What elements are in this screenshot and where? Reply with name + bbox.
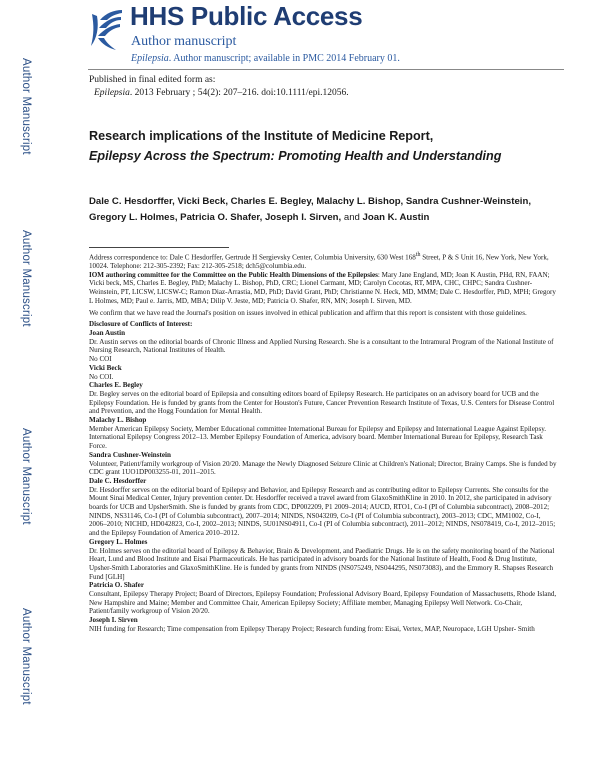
- author-list: [89, 194, 559, 226]
- disclosure-text: Dr. Holmes serves on the editorial board of Epilepsy & Behavior, Brain & Development, and Paediatric Drugs. He is on the safety monitoring board of the National Heart, Lund and Blood Institute and Eisai Pharmaceuticals. He has participated in advisory boards for the National Institute of Health, Food & Drug Institute, Upsher-Smith Laboratories and GlaxoSmithKline. He is funded by grants from NINDS (NS075249, NS044295, NS073083), and the Emmory R. Shapses Research Fund [GLH]: [89, 546, 555, 581]
- disclosure-name: [89, 364, 559, 373]
- disclosure-name: [89, 329, 559, 338]
- disclosure-name: [89, 581, 559, 590]
- disclosure-name: [89, 381, 559, 390]
- sidebar-label: Author Manuscript: [20, 608, 32, 705]
- hhs-eagle-logo-icon: [88, 4, 126, 52]
- citation-journal: Epilepsia: [94, 87, 130, 98]
- disclosure-heading-text: Disclosure of Conflicts of Interest:: [89, 320, 193, 329]
- authors-last: Joan K. Austin: [362, 212, 430, 223]
- disclosure-name-text: Gregory L. Holmes: [89, 537, 148, 546]
- availability-text: . Author manuscript; available in PMC 2014 February 01.: [168, 53, 400, 64]
- address-superscript: th: [415, 252, 421, 258]
- disclosure-name-text: Dale C. Hesdorffer: [89, 476, 147, 485]
- authors-main: Dale C. Hesdorffer, Vicki Beck, Charles E. Begley, Malachy L. Bishop, Sandra Cushner-Weinstein, Gregory L. Holmes, Patricia O. Shafer, Joseph I. Sirven,: [89, 196, 531, 223]
- title-italic: Epilepsy Across the Spectrum: Promoting Health and Understanding: [89, 149, 502, 163]
- disclosure-name: [89, 416, 559, 425]
- sidebar-label: Author Manuscript: [20, 230, 32, 327]
- disclosure-name-text: Joseph I. Sirven: [89, 616, 138, 625]
- authors-and: and: [341, 212, 363, 223]
- disclosure-text: Dr. Hesdorffer serves on the editorial board of Epilepsy and Behavior, and Epilepsy Research and as contributing editor to Epilepsy Currents. She consults for the Mount Sinai Medical Center, Injury prevention center. Dr. Hesdorffer received a travel award from GlaxoSmithKline in 2010. In 2012, she participated in advisory boards for UCB and UpsherSmith. She is funded by grants from CDC, DP002209, P1 2009–2014; AUCD, RTO1, Co-I (PI of Columbia subcontract), 2008–2012; NINDS, NS31146, Co-I (PI of Columbia subcontract), 2007–2014; NINDS, NS043209, Co-I (PI of Columbia subcontract), 2003–2013; CDC, MM1002, Co-I, 2006–2010; NICHD, HD042823, Co-I, 2002–2013; NINDS, 5U01NS04911, Co-I (PI of Columbia subcontract), 2011–2012; NINDS, NS078419, Co-I, 2012–2015; and the Epilepsy Foundation of America 2010–2012.: [89, 485, 556, 538]
- footnotes: [89, 251, 559, 634]
- publication-label: Published in final edited form as:: [89, 75, 216, 85]
- disclosure-text: Dr. Austin serves on the editorial boards of Chronic Illness and Applied Nursing Research. She is a consultant to the Intramural Program of the National Institute of Nursing Research, National Institutes of Health.: [89, 337, 554, 355]
- disclosure-text: Consultant, Epilepsy Therapy Project; Board of Directors, Epilepsy Foundation; Professional Advisory Board, Epilepsy Foundation of Massachusetts, Rhode Island, New Hampshire and Maine; Member and Committee Chair, American Epilepsy Society; Affiliate member, Managing Epilepsy Well Network. Co-Chair, Patient/family workgroup of Vision 20/20.: [89, 590, 557, 616]
- author-manuscript-sidebar: [0, 0, 40, 776]
- ethics-statement: We confirm that we have read the Journal's position on issues involved in ethical publication and affirm that this report is consistent with those guidelines.: [89, 308, 527, 317]
- disclosure-text: NIH funding for Research; Time compensation from Epilepsy Therapy Project; Research funding from: Eisai, Vertex, MAP, Neuropace, LGH Upsher- Smith: [89, 624, 535, 633]
- hhs-public-access-title: HHS Public Access: [130, 1, 363, 31]
- disclosure-text: No COI.: [89, 372, 114, 381]
- disclosure-name: [89, 538, 559, 547]
- citation-details: . 2013 February ; 54(2): 207–216. doi:10.1111/epi.12056.: [129, 87, 349, 98]
- disclosure-text: No COI: [89, 355, 112, 364]
- address-note: [89, 251, 559, 271]
- citation: [89, 87, 349, 100]
- address-text: Address correspondence to: Dale C Hesdorffer, Gertrude H Sergievsky Center, Columbia University, 630 West 168: [89, 253, 416, 262]
- disclosure-name: [89, 451, 559, 460]
- author-manuscript-subtitle: Author manuscript: [131, 34, 237, 49]
- disclosure-name-text: Sandra Cushner-Weinstein: [89, 450, 171, 459]
- address-text-cont: Street, P & S Unit 16, New York, New York, 10024. Telephone: 212-305-2392; Fax: 212-305-2518; dch5@columbia.edu.: [89, 253, 549, 271]
- title-line: Research implications of the Institute of Medicine Report,: [89, 129, 434, 143]
- disclosure-name-text: Vicki Beck: [89, 363, 122, 372]
- disclosure-text: Volunteer, Patient/family workgroup of Vision 20/20. Manage the Newly Diagnosed Seizure Clinic at Children's National; Director, Brainy Camps. She is funded by CDC grant 1UO1DP003255-01, 2011–2015.: [89, 459, 557, 477]
- disclosure-name: [89, 477, 559, 486]
- footnote-divider: [89, 247, 229, 248]
- availability-line: [131, 53, 400, 64]
- disclosure-name-text: Charles E. Begley: [89, 381, 143, 390]
- disclosure-name: [89, 616, 559, 625]
- disclosure-name-text: Malachy L. Bishop: [89, 416, 147, 425]
- disclosure-name-text: Joan Austin: [89, 328, 126, 337]
- disclosure-name-text: Patricia O. Shafer: [89, 581, 144, 590]
- sidebar-label: Author Manuscript: [20, 428, 32, 525]
- sidebar-label: Author Manuscript: [20, 58, 32, 155]
- journal-name: Epilepsia: [131, 53, 169, 64]
- disclosure-text: Member American Epilepsy Society, Member Educational committee International Bureau for Epilepsy and Epilepsy and International League Against Epilepsy. International Epilepsy Congress 2012–13. Member Epilepsy Foundation of America, advisory board. Member International Bureau for Epilepsy, Research Task Force.: [89, 424, 547, 451]
- committee-heading: IOM authoring committee for the Committee on the Public Health Dimensions of the Epilepsies: [89, 270, 378, 279]
- disclosure-text: Dr. Begley serves on the editorial board of Epilepsia and consulting editors board of Epilepsy Research. He participates on an advisory board for UCB and the Epilepsy Foundation. He is funded by grants from the Center for Houston's Future, Cancer Prevention Research Institute of Texas, U.S. Centers for Disease Control and Prevention, and the Hogg Foundation for Mental Health.: [89, 389, 555, 416]
- disclosure-heading: [89, 320, 559, 329]
- committee-note: [89, 271, 559, 306]
- committee-text: : Mary Jane England, MD; Joan K Austin, PHd, RN, FAAN; Vicki beck, MS, Charles E. Begley, PhD; Malachy L. Bishop, PhD, CRC; Lionel Carmant, MD; Carolyn Cocotas, RT, MPA, CHC, CHPC; Sandra Cushner-Weinstein, PT, LICSW, LICSW-C; Ramon Diaz-Arrastia, MD, PhD; David Grant, PhD; Christianne N. Heck, MD, MMM; Dale C. Hesdorffer, PhD, MPH; Gregory L Holmes, MD; Paul e. Jarris, MD, MBA; Dilip V. Jeste, MD; Patricia O. Shafer, RN, MN; Joseph I. Sirven, MD.: [89, 270, 556, 305]
- publication-info: [89, 74, 349, 99]
- article-title: [89, 126, 549, 166]
- header-divider: [88, 69, 564, 70]
